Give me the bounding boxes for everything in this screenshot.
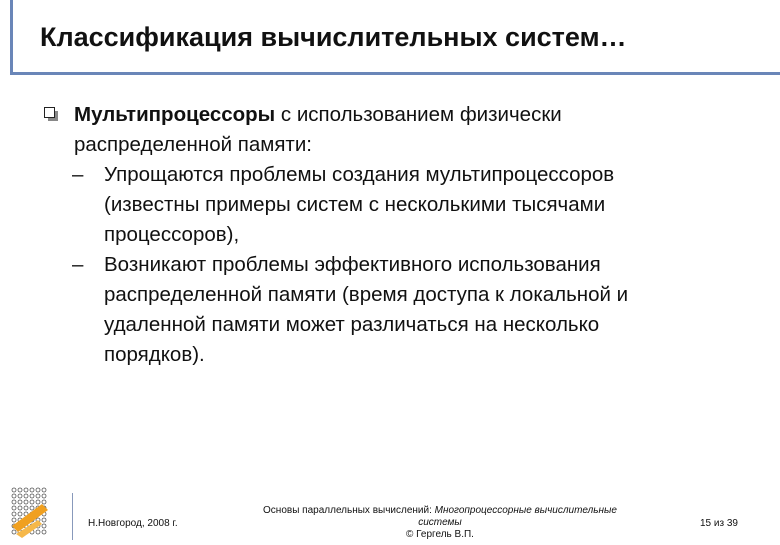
footer-course-prefix: Основы параллельных вычислений:	[263, 505, 435, 516]
footer-page-number: 15 из 39	[700, 518, 738, 529]
bullet-text: с использованием физически	[275, 103, 562, 126]
sub-item-2-line: Возникают проблемы эффективного использования	[104, 253, 601, 276]
university-logo-icon	[8, 486, 56, 540]
title-horizontal-rule	[10, 72, 780, 75]
sub-item-2-line: удаленной памяти может различаться на несколько	[104, 313, 600, 336]
footer-course-line-2: системы	[418, 517, 462, 528]
sub-item-1-line: Упрощаются проблемы создания мультипроцессоров	[104, 163, 615, 186]
sub-item-1	[44, 160, 744, 250]
sub-item-1-line: (известны примеры систем с несколькими тысячами	[104, 193, 606, 216]
q-checkbox-bullet-icon	[44, 107, 55, 118]
bullet-bold-term: Мультипроцессоры	[74, 103, 276, 126]
sub-item-2-line: распределенной памяти (время доступа к локальной и	[104, 283, 629, 306]
footer-divider	[72, 493, 73, 540]
sub-item-1-line: процессоров),	[104, 223, 240, 246]
footer-copyright: © Гергель В.П.	[406, 529, 474, 540]
sub-item-2-line: порядков).	[104, 343, 205, 366]
footer-course-title: Многопроцессорные вычислительные	[434, 505, 617, 516]
dash-bullet: –	[72, 163, 84, 186]
footer-course-info	[240, 505, 640, 540]
sub-item-2	[44, 250, 744, 370]
dash-bullet: –	[72, 253, 84, 276]
title-vertical-rule	[10, 0, 13, 73]
footer-course-line-1	[240, 505, 640, 517]
bullet-line-2: распределенной памяти:	[74, 133, 312, 156]
slide-title: Классификация вычислительных систем…	[40, 22, 627, 52]
footer-location-date: Н.Новгород, 2008 г.	[88, 518, 178, 529]
bullet-item	[44, 100, 744, 160]
bullet-line-1	[74, 100, 744, 130]
title-bar	[10, 0, 780, 75]
slide-content	[44, 100, 744, 370]
